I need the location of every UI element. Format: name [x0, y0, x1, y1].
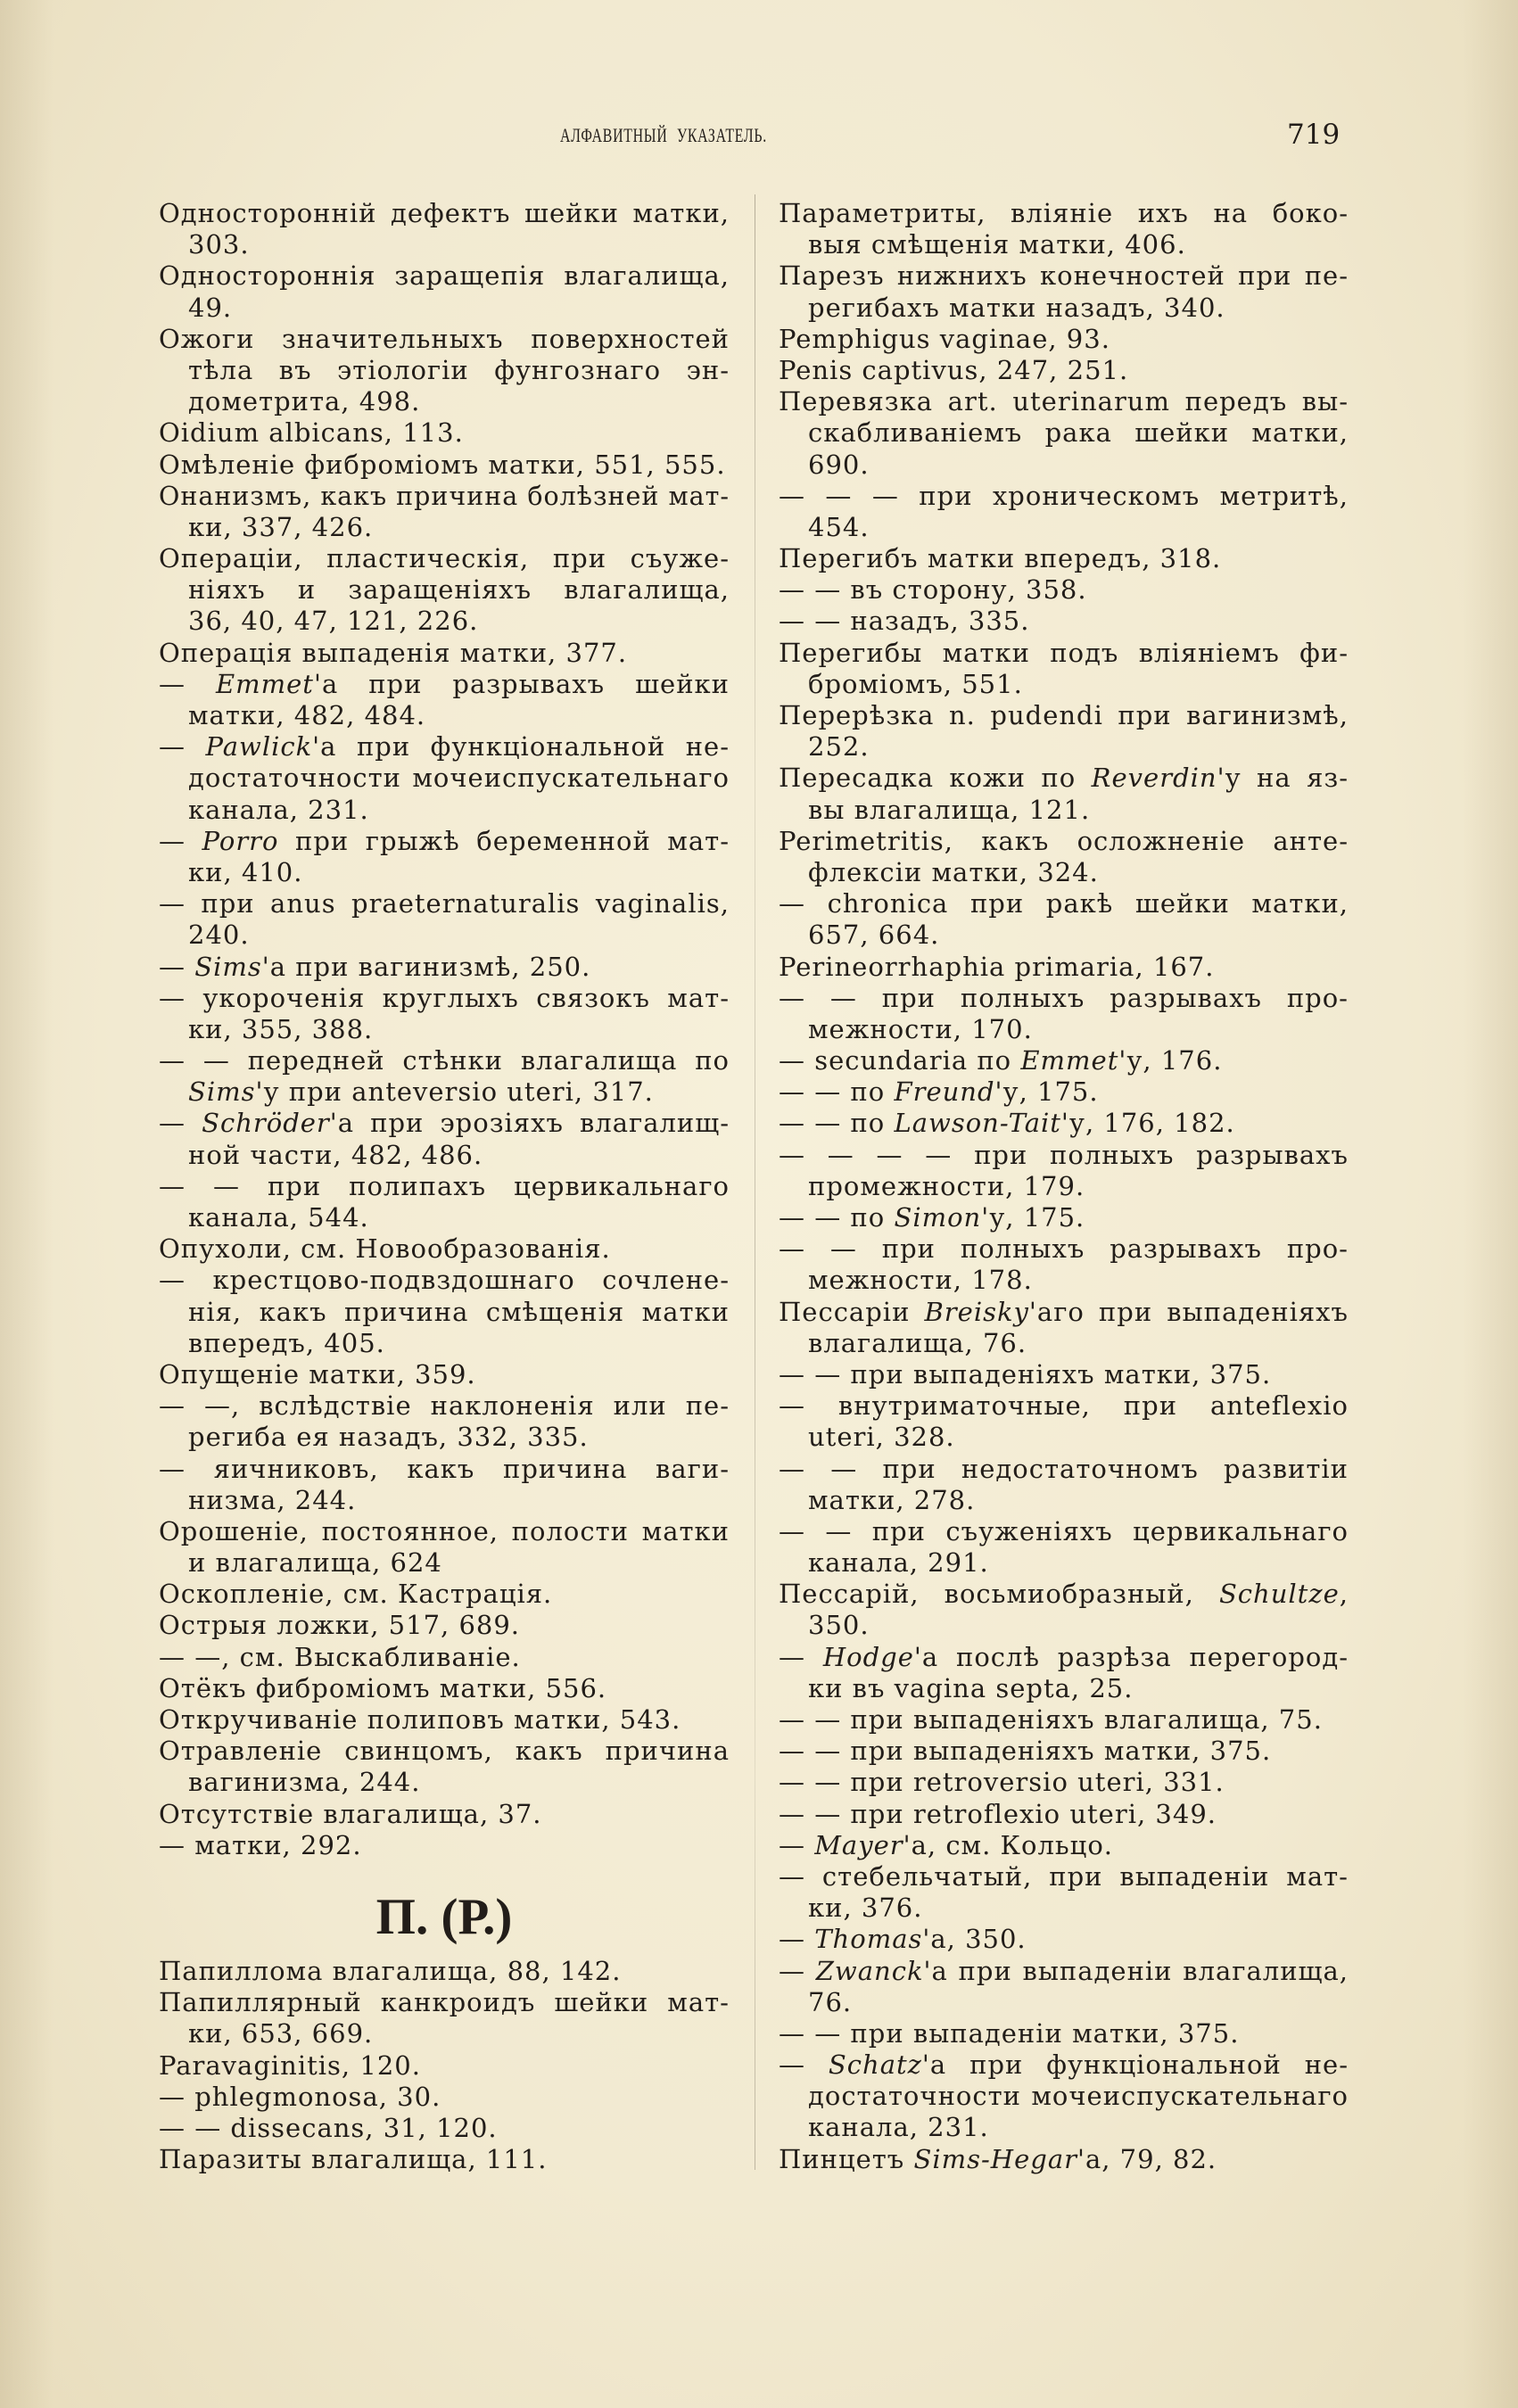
entry-first-line: — яичниковъ, какъ причина ваги- — [159, 1453, 730, 1484]
entry-continuation-line: низма, 244. — [188, 1484, 357, 1515]
author-name: Breisky' — [924, 1296, 1037, 1327]
entry-first-line: — укороченія круглыхъ связокъ мат- — [159, 982, 730, 1013]
entry-first-line: — phlegmonosa, 30. — [159, 2081, 441, 2112]
index-entry — [779, 1767, 1349, 1798]
entry-text: Пессаріи — [779, 1296, 925, 1327]
entry-first-line: — chronica при ракѣ шейки матки, — [779, 888, 1349, 919]
index-entry — [779, 638, 1349, 700]
entry-continuation-line: влагалища, 76. — [808, 1327, 1027, 1358]
entry-first-line: Ожоги значительныхъ поверхностей — [159, 323, 730, 354]
entry-continuation-line: выя смѣщенія матки, 406. — [808, 229, 1186, 260]
entry-first-line: — —, см. Выскабливаніе. — [159, 1641, 521, 1672]
entry-text: — — [159, 951, 195, 982]
index-entry — [779, 1202, 1349, 1233]
author-name: Emmet' — [1020, 1045, 1127, 1076]
entry-continuation-line: канала, 544. — [188, 1202, 369, 1233]
index-entry — [159, 1704, 730, 1736]
entry-first-line: — крестцово-подвздошнаго сочлене- — [159, 1265, 730, 1296]
entry-text: — — [159, 825, 202, 856]
entry-first-line: Опухоли, см. Новообразованія. — [159, 1233, 611, 1265]
index-entry — [159, 1516, 730, 1579]
entry-first-line: Одностороннія заращепія влагалища, — [159, 260, 730, 292]
entry-text: у, 175. — [1002, 1076, 1099, 1108]
entry-continuation-line: 252. — [808, 731, 870, 763]
entry-first-line — [779, 2144, 1349, 2175]
entry-text: — — по — [779, 1108, 895, 1139]
entry-text: а послѣ разрѣза перегород- — [921, 1641, 1349, 1672]
index-entry — [159, 1799, 730, 1830]
index-entry — [159, 543, 730, 638]
entry-text: а, см. Кольцо. — [911, 1829, 1113, 1860]
entry-continuation-line: 690. — [808, 449, 870, 480]
entry-first-line: Perimetritis, какъ осложненіе анте- — [779, 825, 1349, 856]
index-entry — [159, 1454, 730, 1516]
entry-text: — — [779, 1829, 815, 1860]
author-name: Schultze — [1218, 1579, 1340, 1610]
index-entry — [159, 324, 730, 418]
entry-first-line: — — при retroversio uteri, 331. — [779, 1767, 1225, 1798]
entry-text: Пересадка кожи по — [779, 763, 1092, 794]
index-entry — [159, 260, 730, 323]
entry-first-line: Перегибъ матки впередъ, 318. — [779, 543, 1222, 574]
entry-continuation-line: 657, 664. — [808, 919, 940, 951]
entry-continuation-line: ніяхъ и заращеніяхъ влагалища, — [188, 574, 730, 606]
index-entry — [159, 1359, 730, 1390]
index-entry — [779, 543, 1349, 574]
entry-first-line — [779, 1579, 1349, 1610]
index-entry — [779, 1704, 1349, 1736]
entry-first-line: — — dissecans, 31, 120. — [159, 2112, 498, 2143]
entry-continuation-line: 350. — [808, 1610, 870, 1641]
entry-first-line: Операціи, пластическія, при съуже- — [159, 543, 730, 574]
entry-continuation-line: ной части, 482, 486. — [188, 1139, 483, 1170]
entry-text: — — по — [779, 1202, 895, 1233]
author-name: Hodge' — [822, 1641, 922, 1672]
entry-first-line — [159, 952, 730, 983]
entry-first-line: Операція выпаденія матки, 377. — [159, 637, 628, 668]
entry-text: а при эрозіяхъ влагалищ- — [337, 1108, 730, 1139]
entry-first-line — [159, 826, 730, 857]
index-entry — [159, 1736, 730, 1798]
entry-first-line — [779, 1830, 1349, 1861]
entry-first-line: Папиллома влагалища, 88, 142. — [159, 1955, 622, 1986]
entry-first-line: — — при выпаденіяхъ матки, 375. — [779, 1358, 1272, 1390]
entry-continuation-line: впередъ, 405. — [188, 1327, 385, 1358]
index-entry — [779, 1736, 1349, 1767]
index-entry — [159, 1642, 730, 1673]
entry-first-line: Pemphigus vaginae, 93. — [779, 323, 1110, 354]
entry-first-line — [779, 1642, 1349, 1673]
left-column — [159, 198, 730, 2175]
entry-continuation-line: и влагалища, 624 — [188, 1547, 442, 1579]
index-entry — [779, 1140, 1349, 1202]
index-entry — [159, 1233, 730, 1265]
index-entry — [159, 1987, 730, 2049]
index-entry — [779, 606, 1349, 637]
index-entry — [779, 198, 1349, 260]
index-entry — [779, 1359, 1349, 1390]
index-entry — [779, 888, 1349, 951]
index-entry — [779, 2018, 1349, 2049]
entry-continuation-line: ки, 337, 426. — [188, 511, 374, 542]
entry-first-line — [779, 1956, 1349, 1987]
entry-first-line: Параметриты, вліяніе ихъ на боко- — [779, 198, 1349, 228]
author-name: Reverdin' — [1091, 763, 1225, 794]
entry-text: — secundaria по — [779, 1045, 1021, 1076]
index-entry — [779, 1642, 1349, 1704]
entry-first-line: — — при retroflexio uteri, 349. — [779, 1798, 1217, 1829]
entry-text: при грыжѣ беременной мат- — [278, 825, 730, 856]
entry-continuation-line: 36, 40, 47, 121, 226. — [188, 606, 479, 637]
index-entry — [159, 1673, 730, 1704]
index-entry — [159, 731, 730, 826]
index-entry — [779, 2049, 1349, 2144]
index-entry — [159, 1390, 730, 1453]
entry-first-line: Оскопленіе, см. Кастрація. — [159, 1579, 553, 1610]
entry-first-line: — — при недостаточномъ развитіи — [779, 1453, 1349, 1484]
entry-continuation-line: регибахъ матки назадъ, 340. — [808, 292, 1225, 323]
entry-text: у при anteversio uteri, 317. — [263, 1076, 654, 1108]
index-entry — [779, 481, 1349, 543]
entry-first-line: Папиллярный канкроидъ шейки мат- — [159, 1987, 730, 2018]
entry-first-line: Односторонній дефектъ шейки матки, — [159, 198, 730, 228]
entry-continuation-line: канала, 291. — [808, 1547, 989, 1579]
index-entry — [159, 669, 730, 731]
author-name: Thomas' — [814, 1924, 931, 1955]
index-entry — [159, 481, 730, 543]
entry-continuation-line: матки, 482, 484. — [188, 700, 426, 730]
index-entry — [779, 355, 1349, 386]
entry-first-line: — — при выпаденіяхъ матки, 375. — [779, 1736, 1272, 1767]
index-entry — [159, 449, 730, 481]
index-entry — [779, 1297, 1349, 1359]
author-name: Schatz' — [828, 2049, 930, 2081]
entry-text: а при вагинизмѣ, 250. — [269, 951, 591, 982]
entry-continuation-line: броміомъ, 551. — [808, 668, 1023, 699]
entry-text: а при выпаденіи влагалища, — [931, 1955, 1349, 1986]
index-entry — [159, 1579, 730, 1610]
index-entry — [159, 2113, 730, 2144]
index-entry — [779, 324, 1349, 355]
entry-continuation-line: 240. — [188, 919, 250, 951]
index-entry — [779, 700, 1349, 763]
entry-first-line — [779, 763, 1349, 794]
author-name: Zwanck' — [815, 1955, 932, 1986]
entry-first-line: Perineorrhaphia primaria, 167. — [779, 951, 1215, 982]
index-entry — [159, 1108, 730, 1170]
entry-text: а, 350. — [930, 1924, 1027, 1955]
entry-continuation-line: достаточности мочеиспускательнаго — [188, 763, 730, 794]
index-entry — [779, 1233, 1349, 1296]
entry-continuation-line: канала, 231. — [808, 2112, 989, 2143]
entry-first-line — [159, 1108, 730, 1139]
index-entry — [779, 1830, 1349, 1861]
index-entry — [779, 574, 1349, 606]
index-entry — [779, 763, 1349, 825]
entry-continuation-line: вагинизма, 244. — [188, 1767, 421, 1798]
index-entry — [159, 1045, 730, 1108]
index-entry — [779, 1390, 1349, 1453]
entry-first-line: — — — — при полныхъ разрывахъ — [779, 1139, 1349, 1170]
entry-first-line: — —, вслѣдствіе наклоненія или пе- — [159, 1390, 730, 1422]
entry-text: Пессарій, восьмиобразный, — [779, 1579, 1219, 1610]
entry-text: — — по — [779, 1076, 895, 1108]
index-entry — [159, 198, 730, 260]
entry-first-line: — — при выпаденіи матки, 375. — [779, 2017, 1240, 2049]
entry-first-line: — — въ сторону, 358. — [779, 574, 1087, 606]
entry-continuation-line: межности, 170. — [808, 1013, 1033, 1044]
entry-continuation-line: канала, 231. — [188, 794, 369, 825]
entry-first-line — [779, 1076, 1349, 1108]
entry-first-line: — — при полипахъ цервикальнаго — [159, 1170, 730, 1201]
entry-text: у, 176, 182. — [1068, 1108, 1235, 1139]
entry-first-line — [779, 1045, 1349, 1076]
index-entry — [159, 1830, 730, 1861]
entry-continuation-line: флексіи матки, 324. — [808, 856, 1099, 887]
entry-first-line: — — — при хроническомъ метритѣ, — [779, 480, 1349, 511]
right-entries — [779, 198, 1349, 2175]
entry-text: Пинцетъ — [779, 2143, 914, 2174]
entry-first-line: Перерѣзка n. pudendi при вагинизмѣ, — [779, 700, 1349, 730]
entry-text: — — [159, 731, 206, 763]
entry-first-line: Онанизмъ, какъ причина болѣзней мат- — [159, 481, 730, 511]
entry-continuation-line: вы влагалища, 121. — [808, 794, 1091, 825]
entry-first-line: — внутриматочные, при anteflexio — [779, 1390, 1349, 1422]
entry-first-line: Перегибы матки подъ вліяніемъ фи- — [779, 637, 1349, 668]
entry-text: , — [1339, 1579, 1349, 1610]
author-name: Simon' — [894, 1202, 990, 1233]
author-name: Sims' — [194, 951, 270, 982]
index-entry — [779, 260, 1349, 323]
author-name: Sims-Hegar' — [913, 2143, 1085, 2174]
index-entry — [159, 2050, 730, 2082]
entry-first-line: — — передней стѣнки влагалища по — [159, 1045, 730, 1076]
entry-text: а при функціональной не- — [320, 731, 730, 763]
entry-first-line: Paravaginitis, 120. — [159, 2049, 421, 2081]
entry-first-line: Отёкъ фиброміомъ матки, 556. — [159, 1672, 607, 1703]
entry-first-line: Орошеніе, постоянное, полости матки — [159, 1515, 730, 1546]
entry-first-line: Отравленіе свинцомъ, какъ причина — [159, 1736, 730, 1767]
entry-first-line — [779, 1108, 1349, 1139]
entry-first-line: — при anus praeternaturalis vaginalis, — [159, 888, 730, 919]
entry-continuation-line: скабливаніемъ рака шейки матки, — [808, 417, 1349, 449]
entry-continuation-line: ки, 653, 669. — [188, 2018, 374, 2049]
index-entry — [779, 1924, 1349, 1955]
entry-continuation-line: uteri, 328. — [808, 1422, 955, 1453]
entry-first-line: Парезъ нижнихъ конечностей при пе- — [779, 260, 1349, 292]
index-entry — [159, 888, 730, 951]
entry-continuation-line: ки въ vagina septa, 25. — [808, 1672, 1134, 1703]
entry-continuation-line: 49. — [188, 292, 233, 323]
entry-first-line: Опущеніе матки, 359. — [159, 1358, 476, 1390]
entry-text: а при разрывахъ шейки — [321, 668, 730, 699]
entry-first-line — [779, 2049, 1349, 2081]
entry-first-line: — матки, 292. — [159, 1829, 362, 1860]
index-entry — [159, 826, 730, 888]
entry-continuation-line: региба ея назадъ, 332, 335. — [188, 1422, 589, 1453]
entry-text: — — [779, 2049, 829, 2081]
entry-first-line: — — при выпаденіяхъ влагалища, 75. — [779, 1704, 1323, 1735]
entry-text: аго при выпаденіяхъ — [1036, 1296, 1349, 1327]
author-name: Emmet' — [215, 668, 322, 699]
entry-text: у, 176. — [1126, 1045, 1223, 1076]
index-entry — [779, 1516, 1349, 1579]
entry-continuation-line: 76. — [808, 1986, 853, 2017]
running-title: АЛФАВИТНЫЙ УКАЗАТЕЛЬ. — [560, 124, 767, 146]
entry-continuation-line: матки, 278. — [808, 1484, 976, 1515]
entry-continuation-line: достаточности мочеиспускательнаго — [808, 2081, 1349, 2112]
entry-continuation-line: ки, 355, 388. — [188, 1013, 374, 1044]
author-name: Mayer' — [814, 1829, 912, 1860]
entry-first-line: Откручиваніе полиповъ матки, 543. — [159, 1704, 681, 1735]
entry-continuation-line: тѣла въ этіологіи фунгознаго эн- — [188, 354, 730, 385]
index-entry — [159, 1265, 730, 1359]
author-name: Pawlick' — [205, 731, 321, 763]
entry-text: — — [159, 1108, 202, 1139]
index-entry — [159, 983, 730, 1045]
entry-continuation-line: 303. — [188, 229, 250, 260]
author-name: Lawson-Tait' — [894, 1108, 1069, 1139]
entry-first-line — [779, 1924, 1349, 1955]
index-entry — [159, 638, 730, 669]
entry-text: — — [779, 1641, 823, 1672]
entry-first-line: Паразиты влагалища, 111. — [159, 2144, 548, 2175]
index-entry — [779, 386, 1349, 481]
author-name: Sims' — [188, 1076, 264, 1108]
left-entries — [159, 198, 730, 1861]
index-entry — [159, 1956, 730, 1987]
index-entry — [159, 952, 730, 983]
index-entry — [159, 2082, 730, 2113]
entry-first-line: — — назадъ, 335. — [779, 606, 1030, 637]
index-entry — [779, 1799, 1349, 1830]
index-entry — [779, 1108, 1349, 1139]
entry-first-line: Перевязка art. uterinarum передъ вы- — [779, 386, 1349, 417]
index-entry — [779, 1076, 1349, 1108]
index-entry — [159, 2144, 730, 2175]
index-entry — [779, 826, 1349, 888]
entry-continuation-line: промежности, 179. — [808, 1170, 1085, 1201]
index-entry — [159, 417, 730, 449]
entry-continuation-line: ки, 410. — [188, 856, 303, 887]
entry-first-line: Омѣленіе фиброміомъ матки, 551, 555. — [159, 449, 726, 480]
entry-continuation-line — [188, 1076, 730, 1108]
author-name: Porro — [202, 825, 279, 856]
entry-first-line — [159, 731, 730, 763]
section-entries — [159, 1956, 730, 2175]
index-entry — [779, 952, 1349, 983]
entry-first-line: — — при полныхъ разрывахъ про- — [779, 982, 1349, 1013]
entry-first-line — [779, 1202, 1349, 1233]
index-entry — [779, 1861, 1349, 1924]
entry-first-line — [779, 1297, 1349, 1328]
entry-first-line: — — при полныхъ разрывахъ про- — [779, 1233, 1349, 1265]
index-entry — [159, 1610, 730, 1641]
entry-text: — — [779, 1955, 816, 1986]
entry-continuation-line: ки, 376. — [808, 1893, 923, 1924]
index-entry — [779, 1579, 1349, 1641]
entry-first-line: Oidium albicans, 113. — [159, 417, 464, 449]
index-entry — [159, 1171, 730, 1233]
index-entry — [779, 983, 1349, 1045]
index-entry — [779, 1045, 1349, 1076]
entry-continuation-line: нія, какъ причина смѣщенія матки — [188, 1296, 730, 1327]
entry-continuation-line: дометрита, 498. — [188, 386, 421, 417]
entry-first-line — [159, 669, 730, 700]
entry-text: у, 175. — [989, 1202, 1085, 1233]
entry-first-line: Penis captivus, 247, 251. — [779, 354, 1129, 385]
entry-first-line: — стебельчатый, при выпаденіи мат- — [779, 1860, 1349, 1892]
author-name: Schröder' — [202, 1108, 338, 1139]
page-number: 719 — [1287, 119, 1341, 151]
entry-continuation-line: межности, 178. — [808, 1265, 1033, 1296]
entry-first-line: Острыя ложки, 517, 689. — [159, 1610, 521, 1641]
index-entry — [779, 1956, 1349, 2018]
entry-continuation-line: 454. — [808, 511, 870, 542]
entry-text: — — [159, 668, 216, 699]
entry-first-line: Отсутствіе влагалища, 37. — [159, 1798, 542, 1829]
author-name: Freund' — [894, 1076, 1003, 1108]
entry-text: у на яз- — [1225, 763, 1349, 794]
section-heading: П. (Р.) — [375, 1888, 513, 1945]
index-entry — [779, 2144, 1349, 2175]
entry-text: а, 79, 82. — [1085, 2143, 1217, 2174]
index-entry — [779, 1454, 1349, 1516]
entry-text: — — [779, 1924, 815, 1955]
right-column — [779, 198, 1349, 2175]
entry-first-line: — — при съуженіяхъ цервикальнаго — [779, 1515, 1349, 1546]
entry-text: а при функціональной не- — [929, 2049, 1349, 2081]
